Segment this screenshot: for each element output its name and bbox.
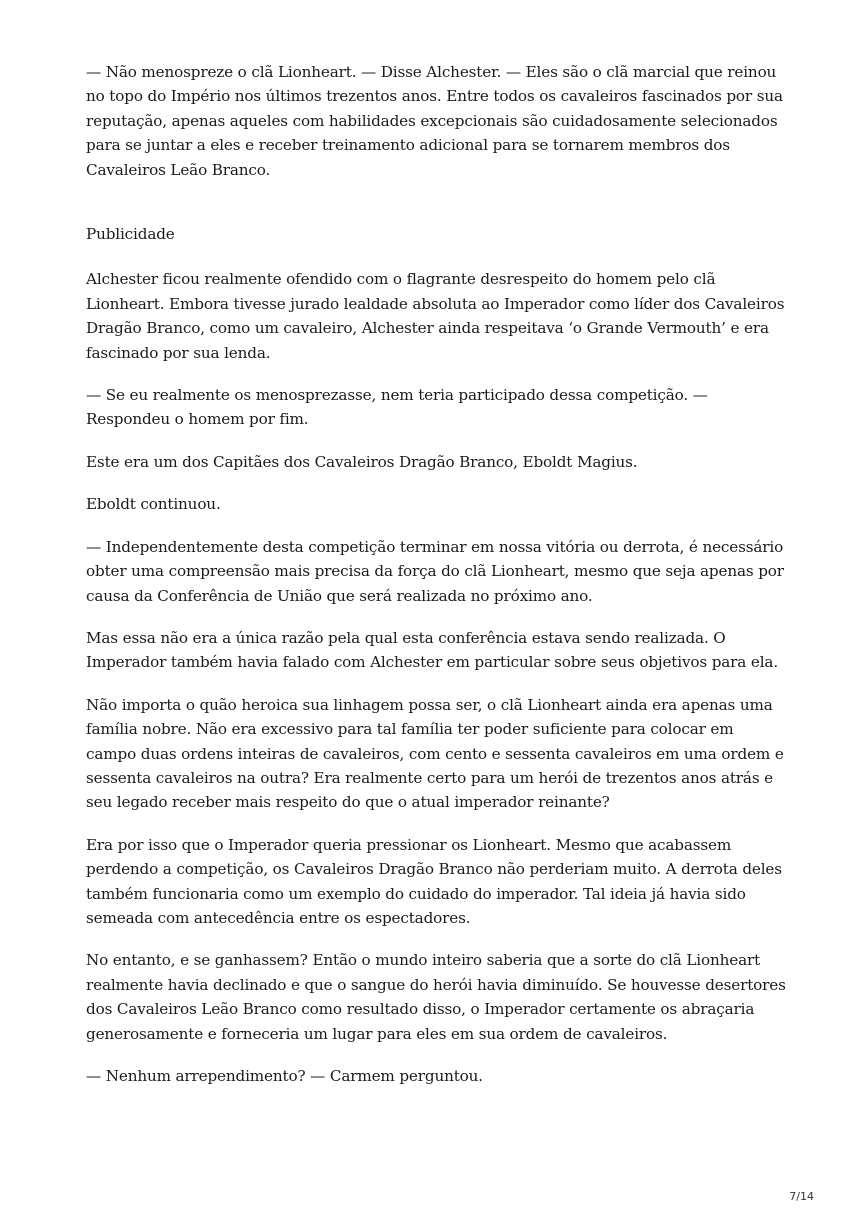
paragraph-conference-reason: Mas essa não era a única razão pela qual esta conferência estava sendo realizada. O Imperador também havia falado com Alchester em particular sobre seus objetivos para ela.: [86, 628, 779, 672]
paragraph-lionheart-power: Não importa o quão heroica sua linhagem possa ser, o clã Lionheart ainda era apenas uma família nobre. Não era excessivo para tal família ter poder suficiente para colocar em campo duas ordens inteiras de cavaleiros, com cento e sessenta cavaleiros em uma ordem e sessenta cavaleiros na outra? Era realmente certo para um herói de trezentos anos atrás e seu legado receber mais respeito do que o atual imperador reinante?: [86, 695, 784, 812]
paragraph-eboldt-continued: Eboldt continuou.: [86, 495, 221, 514]
paragraph-emperor-pressure: Era por isso que o Imperador queria pressionar os Lionheart. Mesmo que acabassem perdendo a competição, os Cavaleiros Dragão Branco não perderiam muito. A derrota deles também funcionaria como um exemplo do cuidado do imperador. Tal ideia já havia sido semeada com antecedência entre os espectadores.: [86, 835, 782, 927]
paragraph-carmem-question: — Nenhum arrependimento? — Carmem perguntou.: [86, 1067, 483, 1085]
paragraph-eboldt-intro: Este era um dos Capitães dos Cavaleiros Dragão Branco, Eboldt Magius.: [86, 452, 638, 471]
paragraph-alchester-offended: Alchester ficou realmente ofendido com o flagrante desrespeito do homem pelo clã Lionheart. Embora tivesse jurado lealdade absoluta ao Imperador como líder dos Cavaleiros Dragão Branco, como um cavaleiro, Alchester ainda respeitava ‘o Grande Vermouth’ e era fascinado por sua lenda.: [86, 270, 785, 362]
advertisement-label: Publicidade: [86, 225, 175, 244]
paragraph-man-reply: — Se eu realmente os menosprezasse, nem teria participado dessa competição. — Respondeu o homem por fim.: [86, 386, 708, 429]
document-body: [86, 60, 786, 1106]
paragraph-alchester-warning: — Não menospreze o clã Lionheart. — Disse Alchester. — Eles são o clã marcial que reinou no topo do Império nos últimos trezentos anos. Entre todos os cavaleiros fascinados por sua reputação, apenas aqueles com habilidades excepcionais são cuidadosamente selecionados para se juntar a eles e receber treinamento adicional para se tornarem membros dos Cavaleiros Leão Branco.: [86, 63, 783, 179]
paragraph-if-they-won: No entanto, e se ganhassem? Então o mundo inteiro saberia que a sorte do clã Lionheart realmente havia declinado e que o sangue do herói havia diminuído. Se houvesse desertores dos Cavaleiros Leão Branco como resultado disso, o Imperador certamente os abraçaria generosamente e forneceria um lugar para eles em sua ordem de cavaleiros.: [86, 951, 786, 1043]
paragraph-eboldt-speech: — Independentemente desta competição terminar em nossa vitória ou derrota, é necessário obter uma compreensão mais precisa da força do clã Lionheart, mesmo que seja apenas por causa da Conferência de União que será realizada no próximo ano.: [86, 537, 784, 605]
page-number: 7/14: [789, 1190, 814, 1203]
